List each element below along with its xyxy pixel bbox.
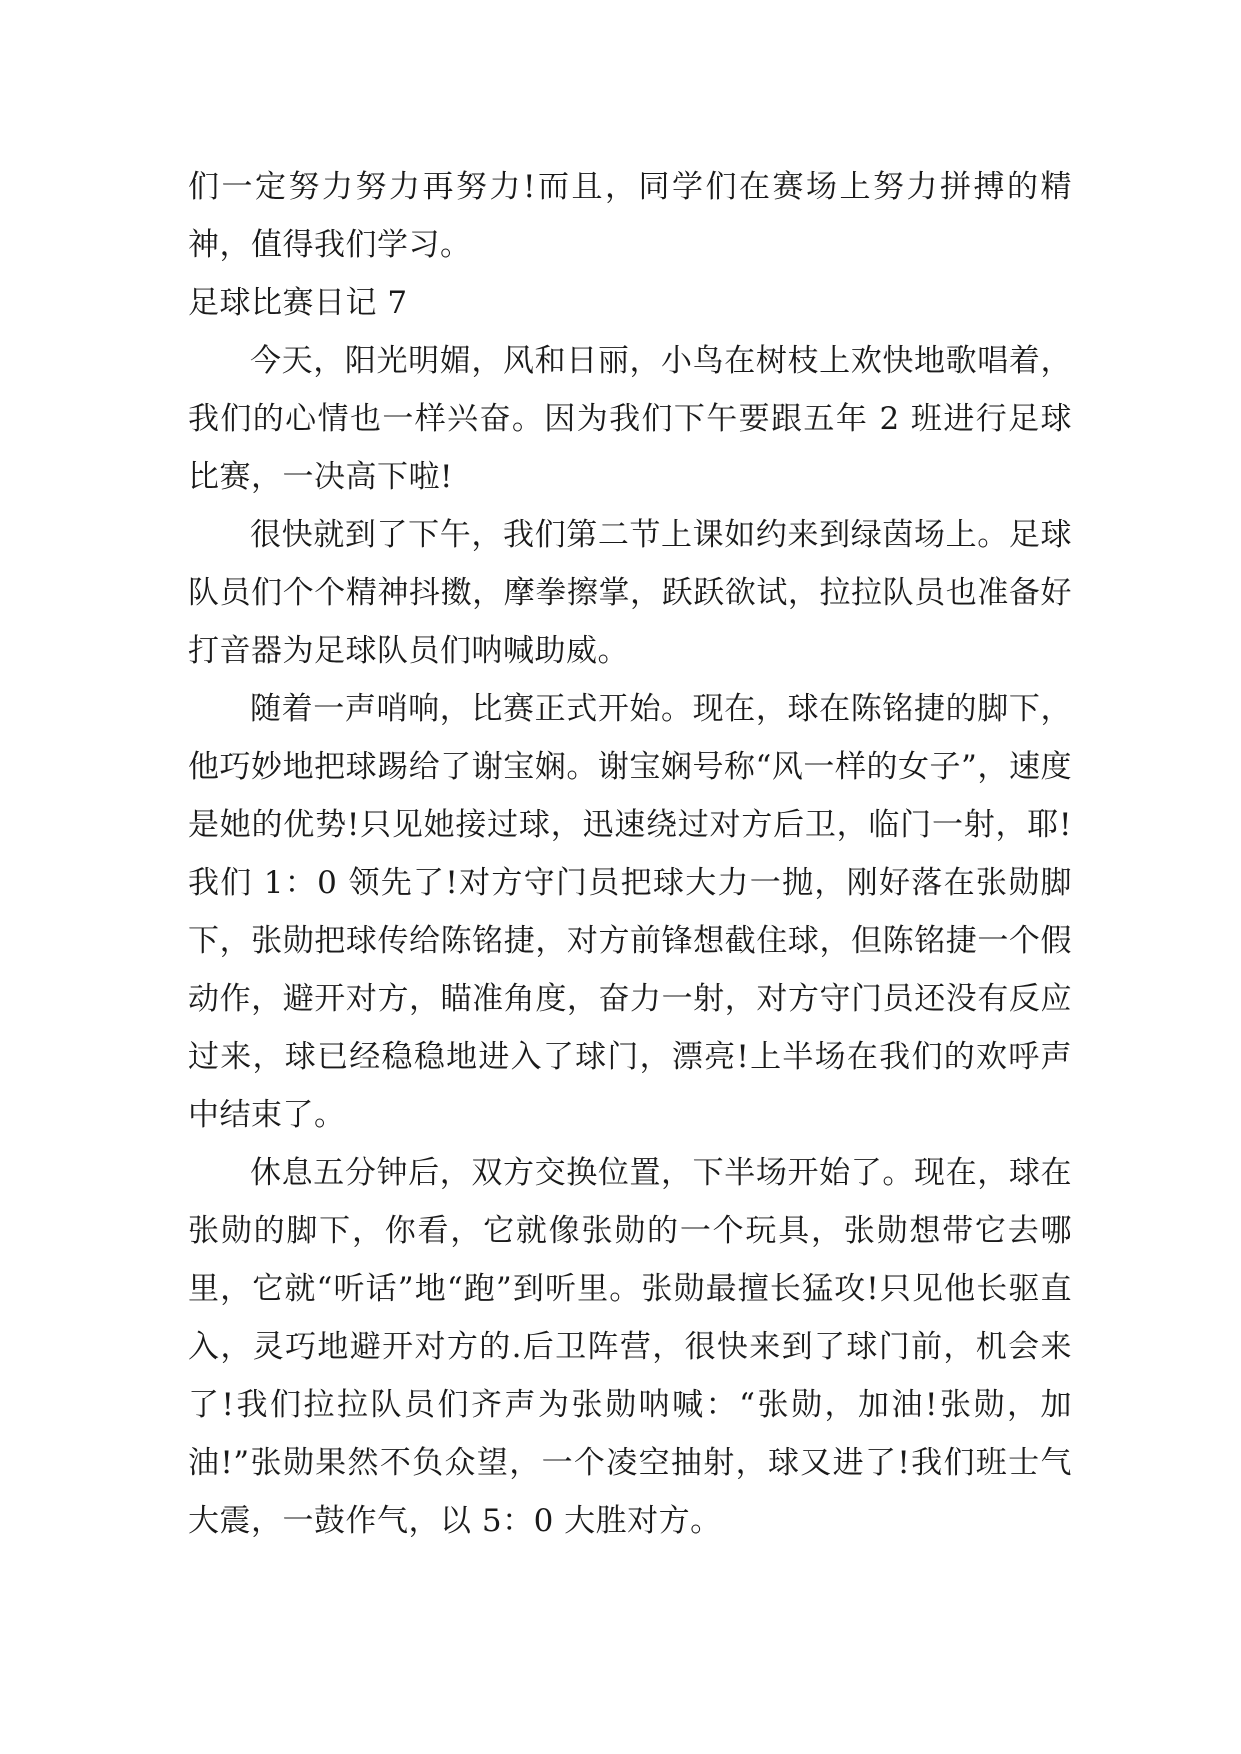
document-body <box>188 158 1072 1550</box>
paragraph-3: 随着一声哨响，比赛正式开始。现在，球在陈铭捷的脚下，他巧妙地把球踢给了谢宝娴。谢宝娴号称“风一样的女子”，速度是她的优势!只见她接过球，迅速绕过对方后卫，临门一射，耶!我们 1：0 领先了!对方守门员把球大力一抛，刚好落在张勋脚下，张勋把球传给陈铭捷，对方前锋想截住球，但陈铭捷一个假动作，避开对方，瞄准角度，奋力一射，对方守门员还没有反应过来，球已经稳稳地进入了球门，漂亮!上半场在我们的欢呼声中结束了。 <box>188 691 1072 1133</box>
paragraph-4: 休息五分钟后，双方交换位置，下半场开始了。现在，球在张勋的脚下，你看，它就像张勋的一个玩具，张勋想带它去哪里，它就“听话”地“跑”到听里。张勋最擅长猛攻!只见他长驱直入，灵巧地避开对方的.后卫阵营，很快来到了球门前，机会来了!我们拉拉队员们齐声为张勋呐喊：“张勋，加油!张勋，加油!”张勋果然不负众望，一个凌空抽射，球又进了!我们班士气大震，一鼓作气，以 5：0 大胜对方。 <box>188 1155 1072 1539</box>
paragraph-1: 今天，阳光明媚，风和日丽，小鸟在树枝上欢快地歌唱着，我们的心情也一样兴奋。因为我们下午要跟五年 2 班进行足球比赛，一决高下啦! <box>188 343 1072 495</box>
paragraph-2: 很快就到了下午，我们第二节上课如约来到绿茵场上。足球队员们个个精神抖擞，摩拳擦掌，跃跃欲试，拉拉队员也准备好打音器为足球队员们呐喊助威。 <box>188 517 1072 669</box>
section-heading: 足球比赛日记 7 <box>188 285 408 321</box>
continuation-paragraph: 们一定努力努力再努力!而且，同学们在赛场上努力拼搏的精神，值得我们学习。 <box>188 169 1072 263</box>
